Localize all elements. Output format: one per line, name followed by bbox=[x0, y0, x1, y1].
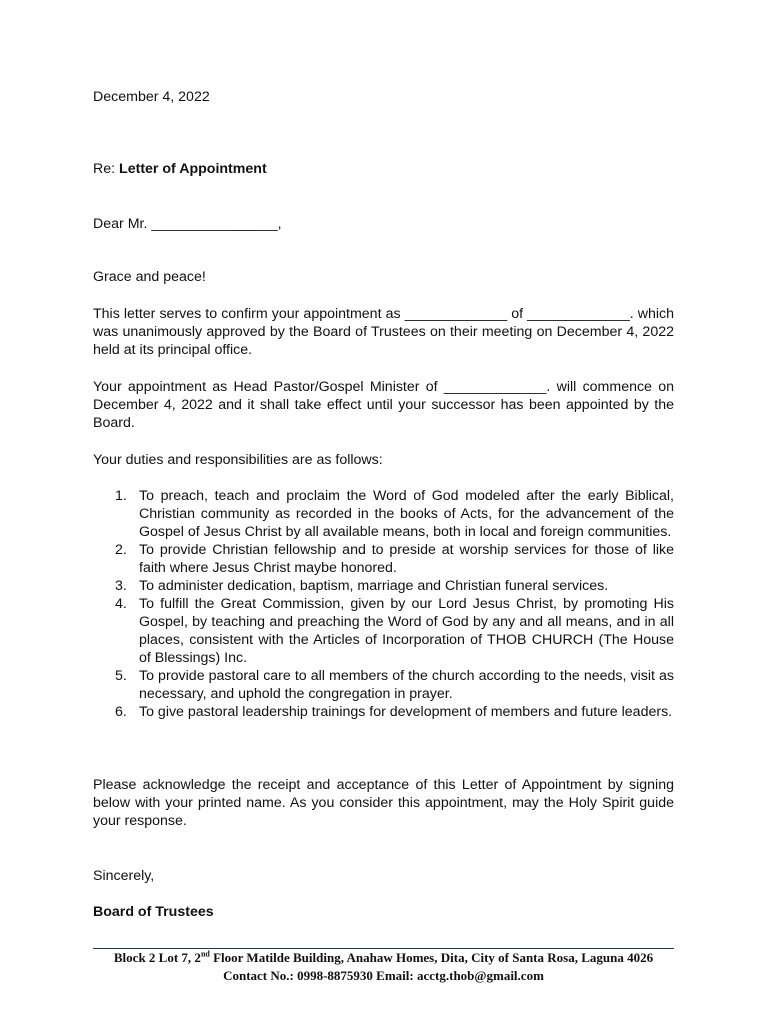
list-item bbox=[115, 667, 674, 703]
list-text: To provide Christian fellowship and to preside at worship services for those of like faith where Jesus Christ maybe honored. bbox=[139, 542, 674, 576]
list-text: To give pastoral leadership trainings for development of members and future leaders. bbox=[139, 704, 673, 720]
greeting: Grace and peace! bbox=[93, 269, 206, 285]
letter-page bbox=[93, 0, 674, 1024]
list-number: 2. bbox=[115, 542, 127, 558]
footer-address bbox=[93, 950, 674, 965]
list-text: To preach, teach and proclaim the Word of God modeled after the early Biblical, Christian community as recorded in the books of Acts, for the advancement of the Gospel of Jesus Christ by all available means, both in local and foreign communities. bbox=[139, 488, 674, 540]
list-number: 5. bbox=[115, 668, 127, 684]
signatory: Board of Trustees bbox=[93, 904, 214, 920]
letter-date: December 4, 2022 bbox=[93, 89, 210, 105]
footer-divider bbox=[93, 948, 674, 949]
salutation: Dear Mr. ________________, bbox=[93, 216, 282, 232]
paragraph-acknowledgement: Please acknowledge the receipt and acceptance of this Letter of Appointment by signing below with your printed name. As you consider this appointment, may the Holy Spirit guide your response. bbox=[93, 777, 674, 829]
closing: Sincerely, bbox=[93, 868, 155, 884]
paragraph-confirmation: This letter serves to confirm your appointment as _____________ of _____________. which was unanimously approved by the Board of Trustees on their meeting on December 4, 2022 held at its principal office. bbox=[93, 306, 674, 358]
list-number: 3. bbox=[115, 578, 127, 594]
list-item bbox=[115, 595, 674, 667]
list-item bbox=[115, 541, 674, 577]
address-part-b: Floor Matilde Building, Anahaw Homes, Dita, City of Santa Rosa, Laguna 4026 bbox=[209, 950, 654, 965]
list-item bbox=[115, 577, 674, 595]
list-text: To provide pastoral care to all members of the church according to the needs, visit as necessary, and uphold the congregation in prayer. bbox=[139, 668, 674, 702]
subject-title: Letter of Appointment bbox=[119, 161, 267, 177]
list-item bbox=[115, 487, 674, 541]
subject-line bbox=[93, 160, 267, 178]
list-number: 4. bbox=[115, 596, 127, 612]
address-ordinal: nd bbox=[200, 949, 210, 959]
duties-list bbox=[93, 487, 674, 721]
letterhead-footer bbox=[93, 950, 674, 983]
list-number: 1. bbox=[115, 488, 127, 504]
paragraph-commencement: Your appointment as Head Pastor/Gospel Minister of _____________. will commence on December 4, 2022 and it shall take effect until your successor has been appointed by the Board. bbox=[93, 379, 674, 431]
address-part-a: Block 2 Lot 7, 2 bbox=[113, 950, 201, 965]
subject-prefix: Re: bbox=[93, 161, 116, 177]
list-text: To fulfill the Great Commission, given by our Lord Jesus Christ, by promoting His Gospel, by teaching and preaching the Word of God by any and all means, and in all places, consistent with the Articles of Incorporation of THOB CHURCH (The House of Blessings) Inc. bbox=[139, 596, 674, 666]
paragraph-duties-intro: Your duties and responsibilities are as follows: bbox=[93, 452, 383, 468]
footer-contact: Contact No.: 0998-8875930 Email: acctg.thob@gmail.com bbox=[223, 968, 544, 983]
list-item bbox=[115, 703, 674, 721]
list-text: To administer dedication, baptism, marriage and Christian funeral services. bbox=[139, 578, 609, 594]
list-number: 6. bbox=[115, 704, 127, 720]
